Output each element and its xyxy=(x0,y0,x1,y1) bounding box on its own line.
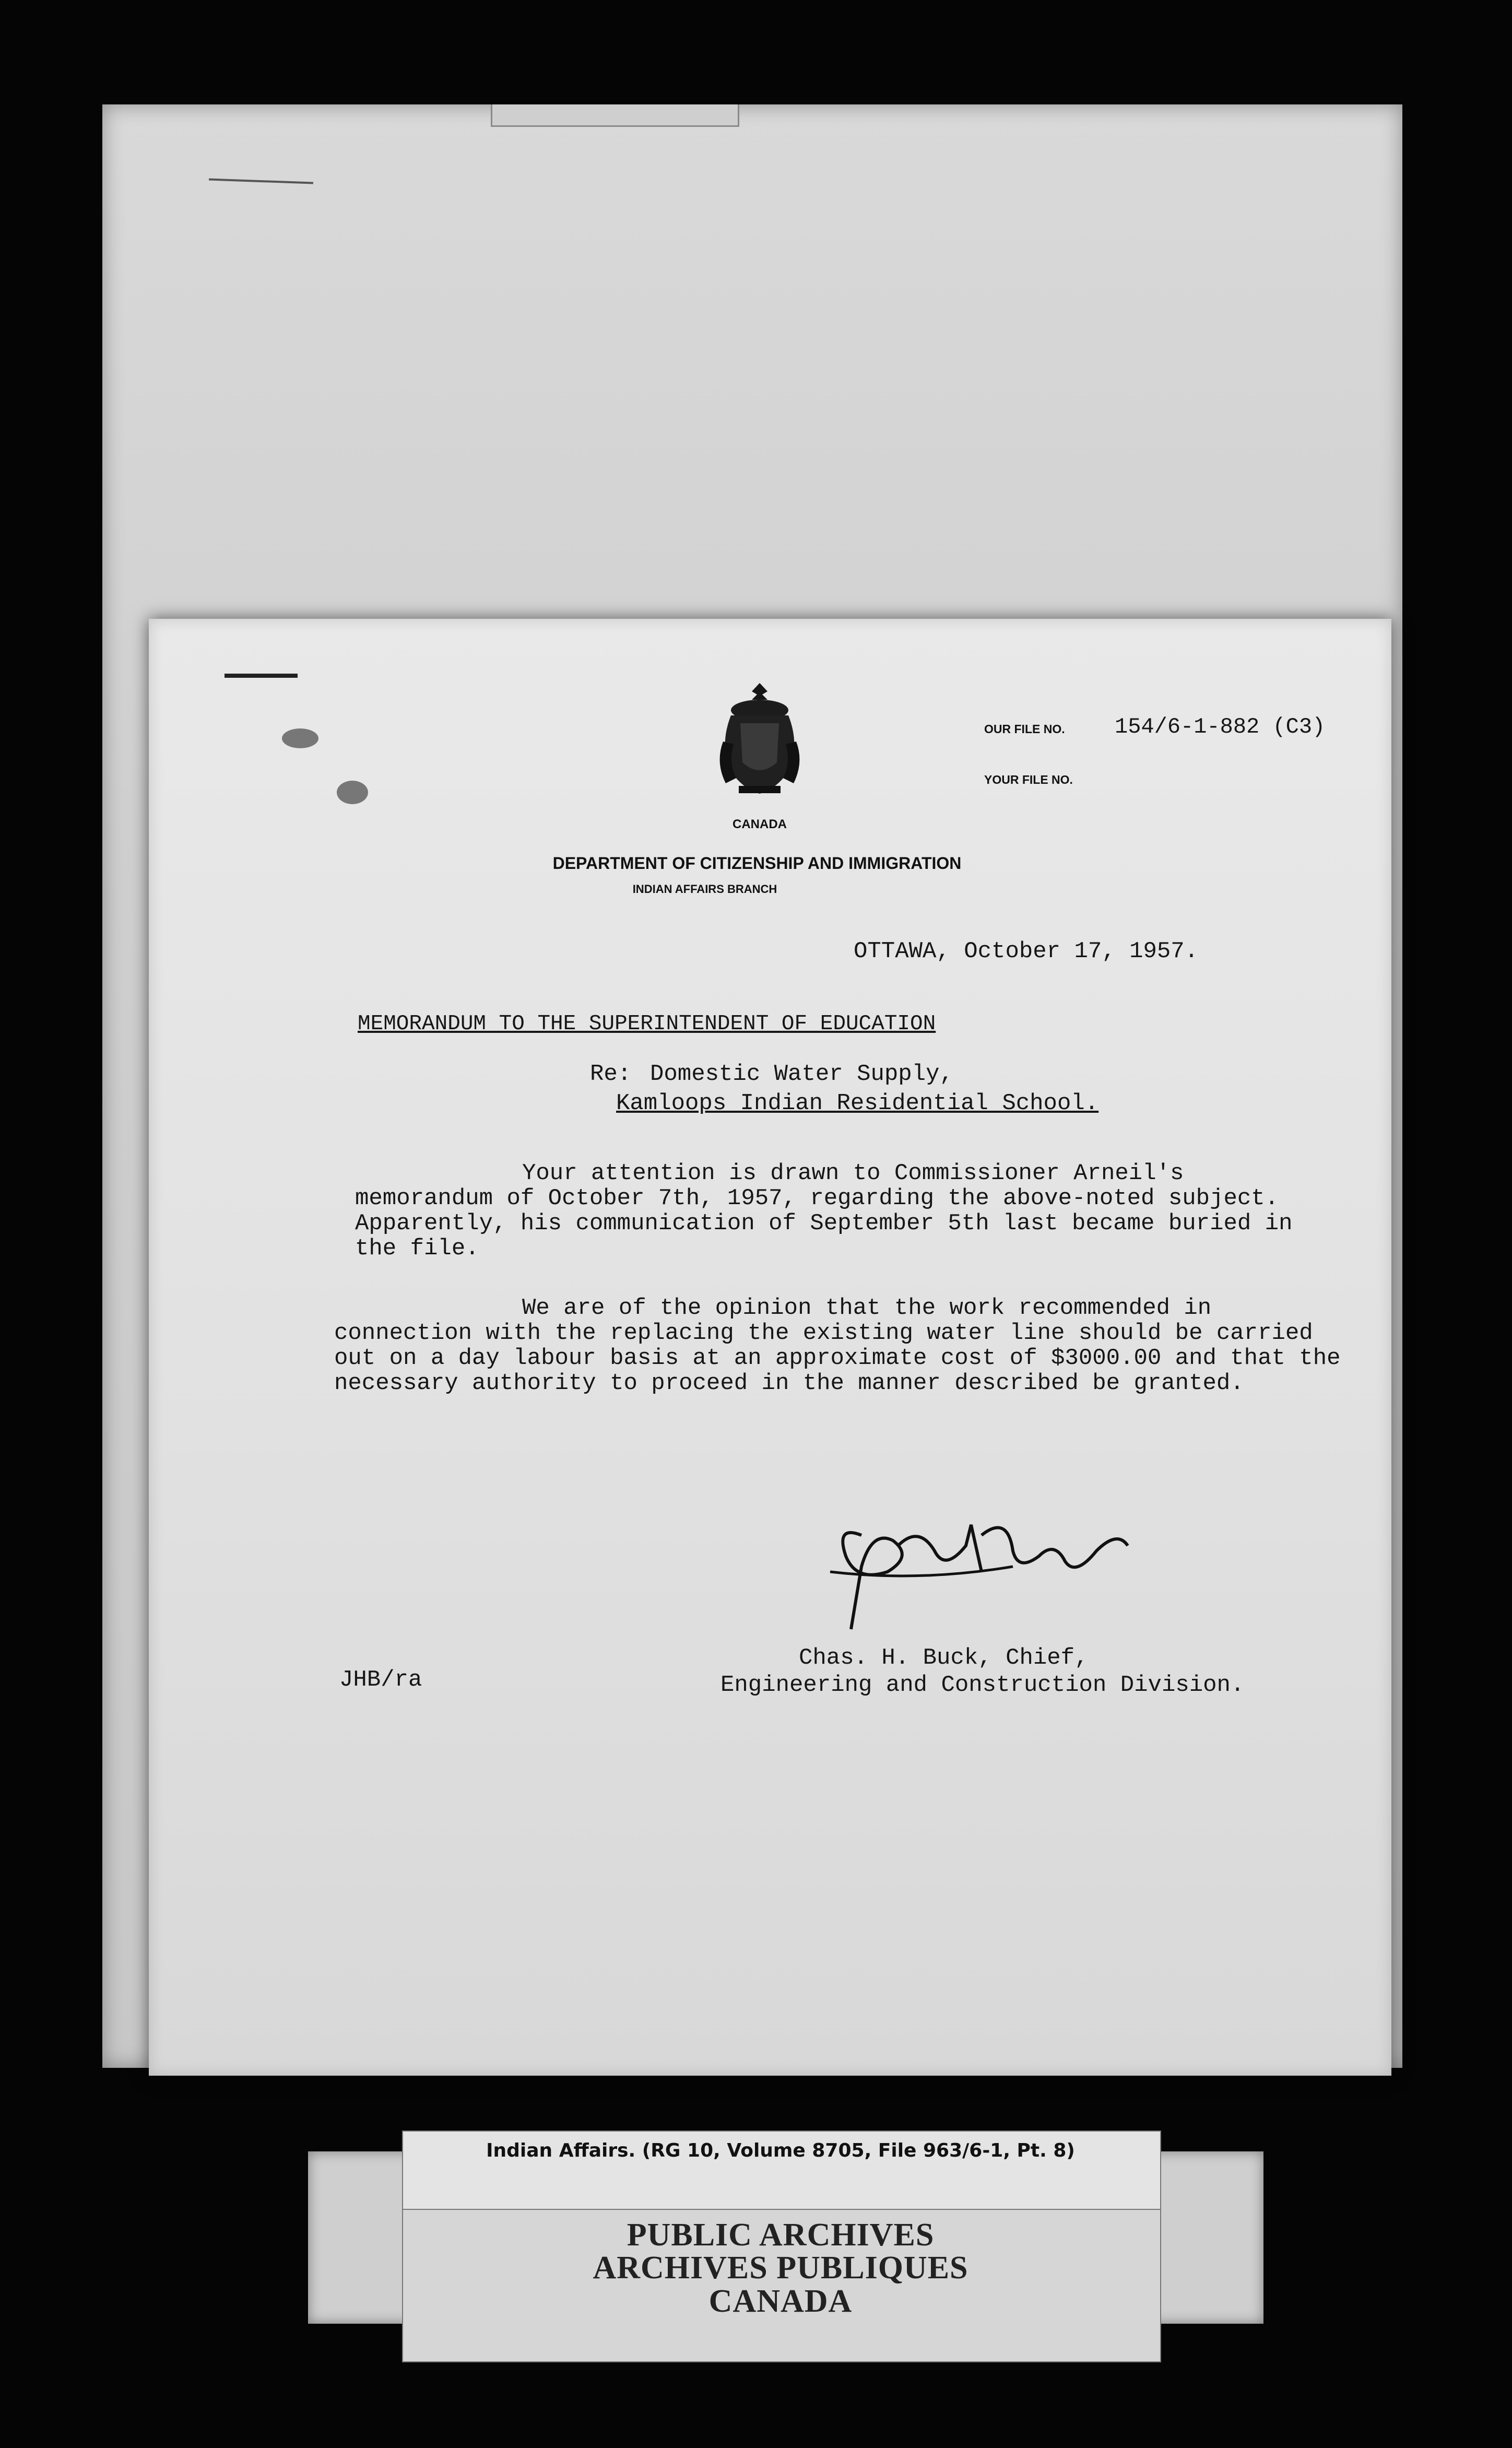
typist-initials: JHB/ra xyxy=(339,1667,422,1693)
stamp-line-2: ARCHIVES PUBLIQUES xyxy=(593,2250,968,2286)
memo-heading: MEMORANDUM TO THE SUPERINTENDENT OF EDUCATION xyxy=(358,1012,936,1036)
stamp-line-1: PUBLIC ARCHIVES xyxy=(627,2217,935,2253)
paragraph-1-line: Your attention is drawn to Commissioner Arneil's xyxy=(522,1160,1184,1186)
paragraph-2-line: necessary authority to proceed in the manner described be granted. xyxy=(334,1370,1244,1396)
signatory-name: Chas. H. Buck, Chief, xyxy=(799,1645,1089,1671)
paragraph-2-line: out on a day labour basis at an approximate cost of $3000.00 and that the xyxy=(334,1345,1341,1371)
punch-hole-top xyxy=(282,728,318,748)
coat-of-arms-icon xyxy=(710,679,809,799)
our-file-number: 154/6-1-882 (C3) xyxy=(1115,714,1326,739)
handwritten-signature xyxy=(814,1493,1138,1650)
punch-hole-bottom xyxy=(337,781,368,804)
re-line-1: Domestic Water Supply, xyxy=(650,1061,953,1087)
backing-sheet-tab xyxy=(491,104,739,127)
margin-dash xyxy=(225,674,298,678)
letterhead-country: CANADA xyxy=(733,817,787,831)
letterhead-branch: INDIAN AFFAIRS BRANCH xyxy=(632,882,777,896)
date-line: OTTAWA, October 17, 1957. xyxy=(854,938,1199,964)
stamp-line-3: CANADA xyxy=(708,2284,853,2319)
our-file-label: OUR FILE NO. xyxy=(984,722,1065,736)
signatory-title: Engineering and Construction Division. xyxy=(720,1672,1245,1698)
re-line-2: Kamloops Indian Residential School. xyxy=(616,1090,1099,1116)
paragraph-1-line: the file. xyxy=(355,1235,479,1262)
letterhead-department: DEPARTMENT OF CITIZENSHIP AND IMMIGRATION xyxy=(552,854,962,873)
re-label: Re: xyxy=(590,1061,632,1087)
paragraph-1-line: Apparently, his communication of September 5th last became buried in xyxy=(355,1210,1293,1237)
archive-reference: Indian Affairs. (RG 10, Volume 8705, File 963/6-1, Pt. 8) xyxy=(486,2140,1075,2161)
paragraph-1-line: memorandum of October 7th, 1957, regarding the above-noted subject. xyxy=(355,1185,1279,1211)
your-file-label: YOUR FILE NO. xyxy=(984,773,1073,786)
paragraph-2-line: We are of the opinion that the work recommended in xyxy=(522,1295,1212,1321)
paragraph-2-line: connection with the replacing the existing water line should be carried xyxy=(334,1320,1313,1346)
